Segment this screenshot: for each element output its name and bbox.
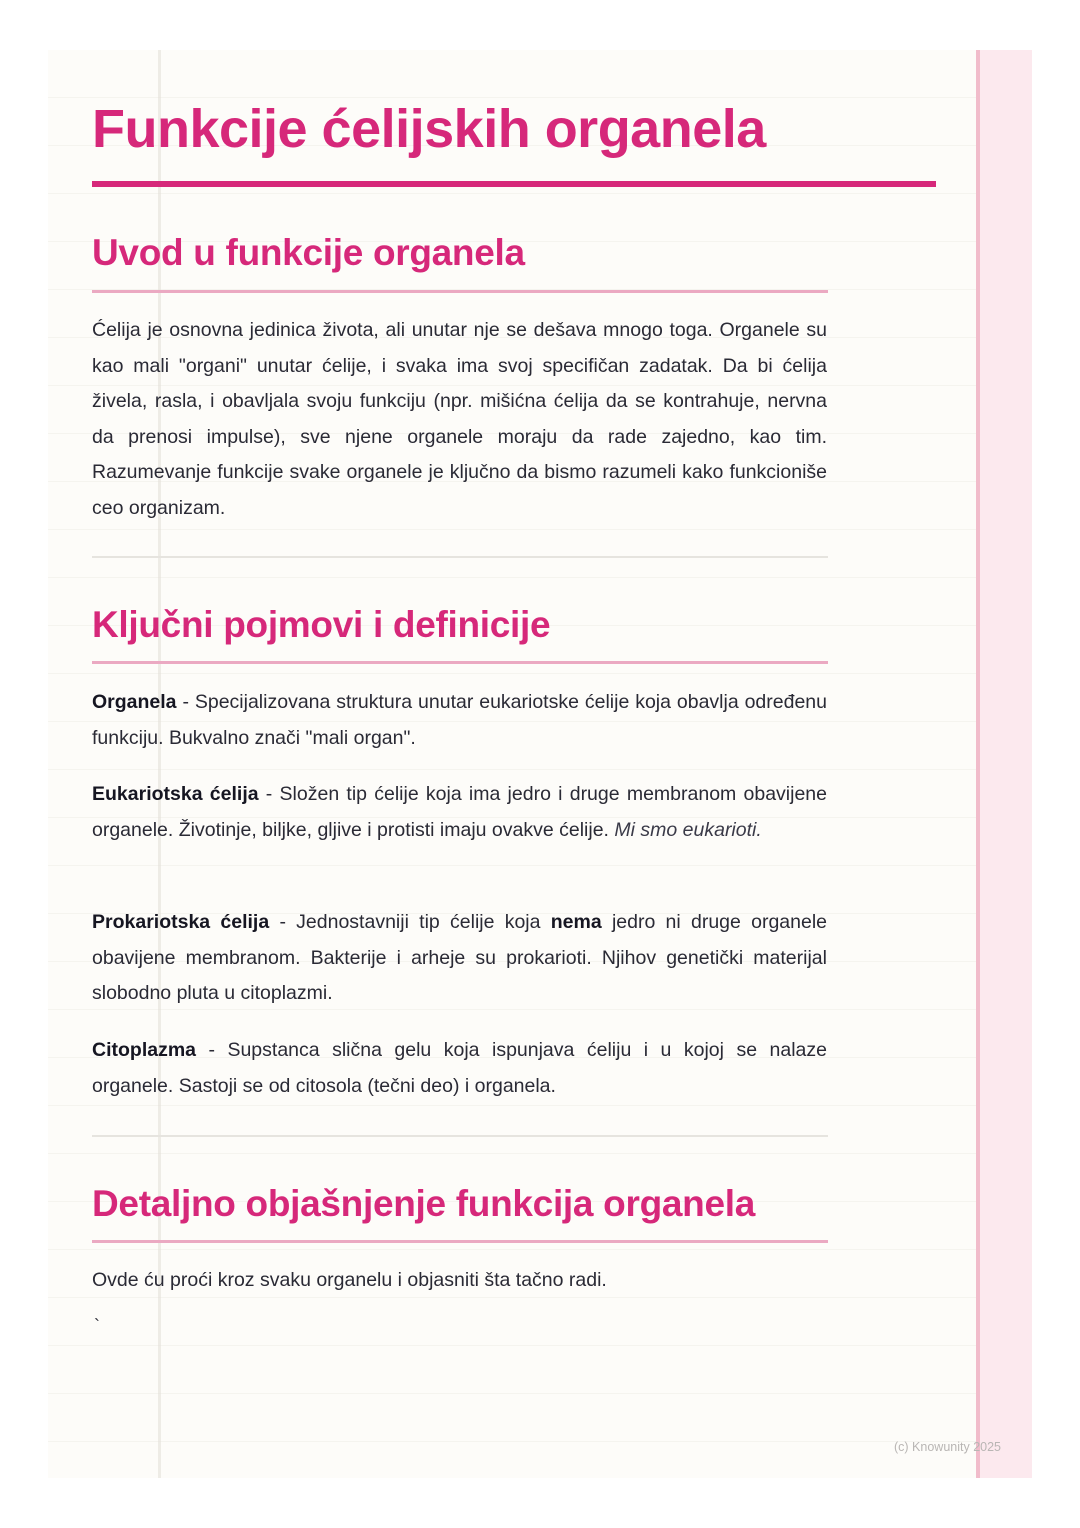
definition-text: - Supstanca slična gelu koja ispunjava ćeliju i u kojoj se nalaze organele. Sastoji se od citosola (tečni deo) i organela. xyxy=(92,1039,827,1097)
section-underline xyxy=(92,290,828,293)
definition-text: - Jednostavniji tip ćelije koja xyxy=(269,911,551,933)
definition-term: Eukariotska ćelija xyxy=(92,783,259,805)
definition-term: Prokariotska ćelija xyxy=(92,911,270,933)
definition-citoplazma xyxy=(92,1033,827,1104)
section-heading-detailed: Detaljno objašnjenje funkcija organela xyxy=(92,1183,755,1224)
definition-italic-note: Mi smo eukarioti. xyxy=(614,818,762,841)
section-separator xyxy=(92,1135,828,1137)
definition-text: - Složen tip ćelije koja ima jedro i druge membranom obavijene organele. Životinje, biljke, gljive i protisti imaju ovakve ćelije. xyxy=(92,783,827,841)
definition-text: jedro ni druge organele obavijene membranom. Bakterije i arheje su prokarioti. Njihov genetički materijal slobodno pluta u citoplazmi. xyxy=(92,911,827,1004)
side-panel xyxy=(980,50,1032,1478)
section-heading-intro: Uvod u funkcije organela xyxy=(92,232,525,273)
copyright-footer: (c) Knowunity 2025 xyxy=(894,1440,1002,1454)
intro-paragraph: Ćelija je osnovna jedinica života, ali unutar nje se dešava mnogo toga. Organele su kao mali "organi" unutar ćelije, i svaka ima svoj specifičan zadatak. Da bi ćelija živela, rasla, i obavljala svoju funkciju (npr. mišićna ćelija da se kontrahuje, nervna da prenosi impulse), sve njene organele moraju da rade zajedno, kao tim. Razumevanje funkcije svake organele je ključno da bismo razumeli kako funkcioniše ceo organizam. xyxy=(92,319,827,519)
section-heading-definitions: Ključni pojmovi i definicije xyxy=(92,604,551,645)
title-underline xyxy=(92,181,936,187)
section-underline xyxy=(92,661,828,664)
definition-term: Citoplazma xyxy=(92,1039,197,1061)
detailed-intro-paragraph: Ovde ću proći kroz svaku organelu i objasniti šta tačno radi. xyxy=(92,1269,607,1291)
stray-backtick: ` xyxy=(94,1316,100,1336)
definition-term: Organela xyxy=(92,691,177,713)
page-title: Funkcije ćelijskih organela xyxy=(92,99,766,159)
document-page xyxy=(48,50,1032,1478)
section-separator xyxy=(92,556,828,558)
definition-eukariotska-celija xyxy=(92,777,827,848)
definition-text: - Specijalizovana struktura unutar eukariotske ćelije koja obavlja određenu funkciju. Bukvalno znači "mali organ". xyxy=(92,691,827,749)
definition-prokariotska-celija xyxy=(92,905,827,1012)
section-underline xyxy=(92,1240,828,1243)
definition-organela xyxy=(92,685,827,756)
definition-emphasis: nema xyxy=(550,911,602,933)
